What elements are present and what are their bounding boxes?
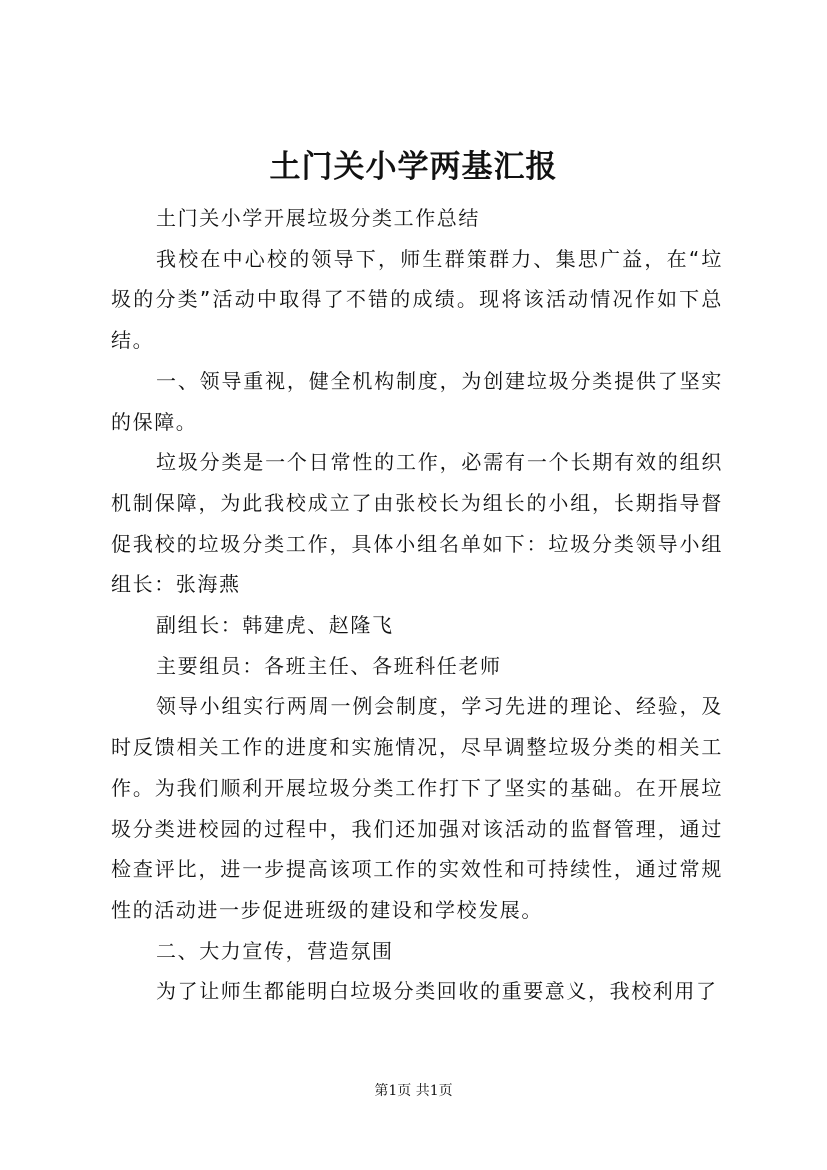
paragraph-intro: 我校在中心校的领导下，师生群策群力、集思广益，在“垃圾的分类”活动中取得了不错的成绩。现将该活动情况作如下总结。	[111, 246, 723, 353]
paragraph-section-1-heading: 一、领导重视，健全机构制度，为创建垃圾分类提供了坚实的保障。	[111, 368, 723, 434]
paragraph-meeting-system: 领导小组实行两周一例会制度，学习先进的理论、经验，及时反馈相关工作的进度和实施情况，尽早调整垃圾分类的相关工作。为我们顺利开展垃圾分类工作打下了坚实的基础。在开展垃圾分类进校园的过程中，我们还加强对该活动的监督管理，通过检查评比，进一步提高该项工作的实效性和可持续性，通过常规性的活动进一步促进班级的建设和学校发展。	[111, 694, 723, 922]
paragraph-members: 主要组员：各班主任、各班科任老师	[156, 653, 502, 678]
paragraph-organization: 垃圾分类是一个日常性的工作，必需有一个长期有效的组织机制保障，为此我校成立了由张校长为组长的小组，长期指导督促我校的垃圾分类工作，具体小组名单如下：垃圾分类领导小组组长：张海燕	[111, 450, 723, 597]
paragraph-deputy-leaders: 副组长：韩建虎、赵隆飞	[156, 613, 394, 638]
document-title: 土门关小学两基汇报	[269, 149, 558, 185]
paragraph-publicity: 为了让师生都能明白垃圾分类回收的重要意义，我校利用了	[156, 979, 718, 1004]
paragraph-subtitle: 土门关小学开展垃圾分类工作总结	[156, 206, 480, 230]
document-body	[111, 198, 723, 1012]
paragraph-section-2-heading: 二、大力宣传，营造氛围	[156, 938, 394, 963]
page-footer: 第1页 共1页	[374, 1083, 453, 1099]
